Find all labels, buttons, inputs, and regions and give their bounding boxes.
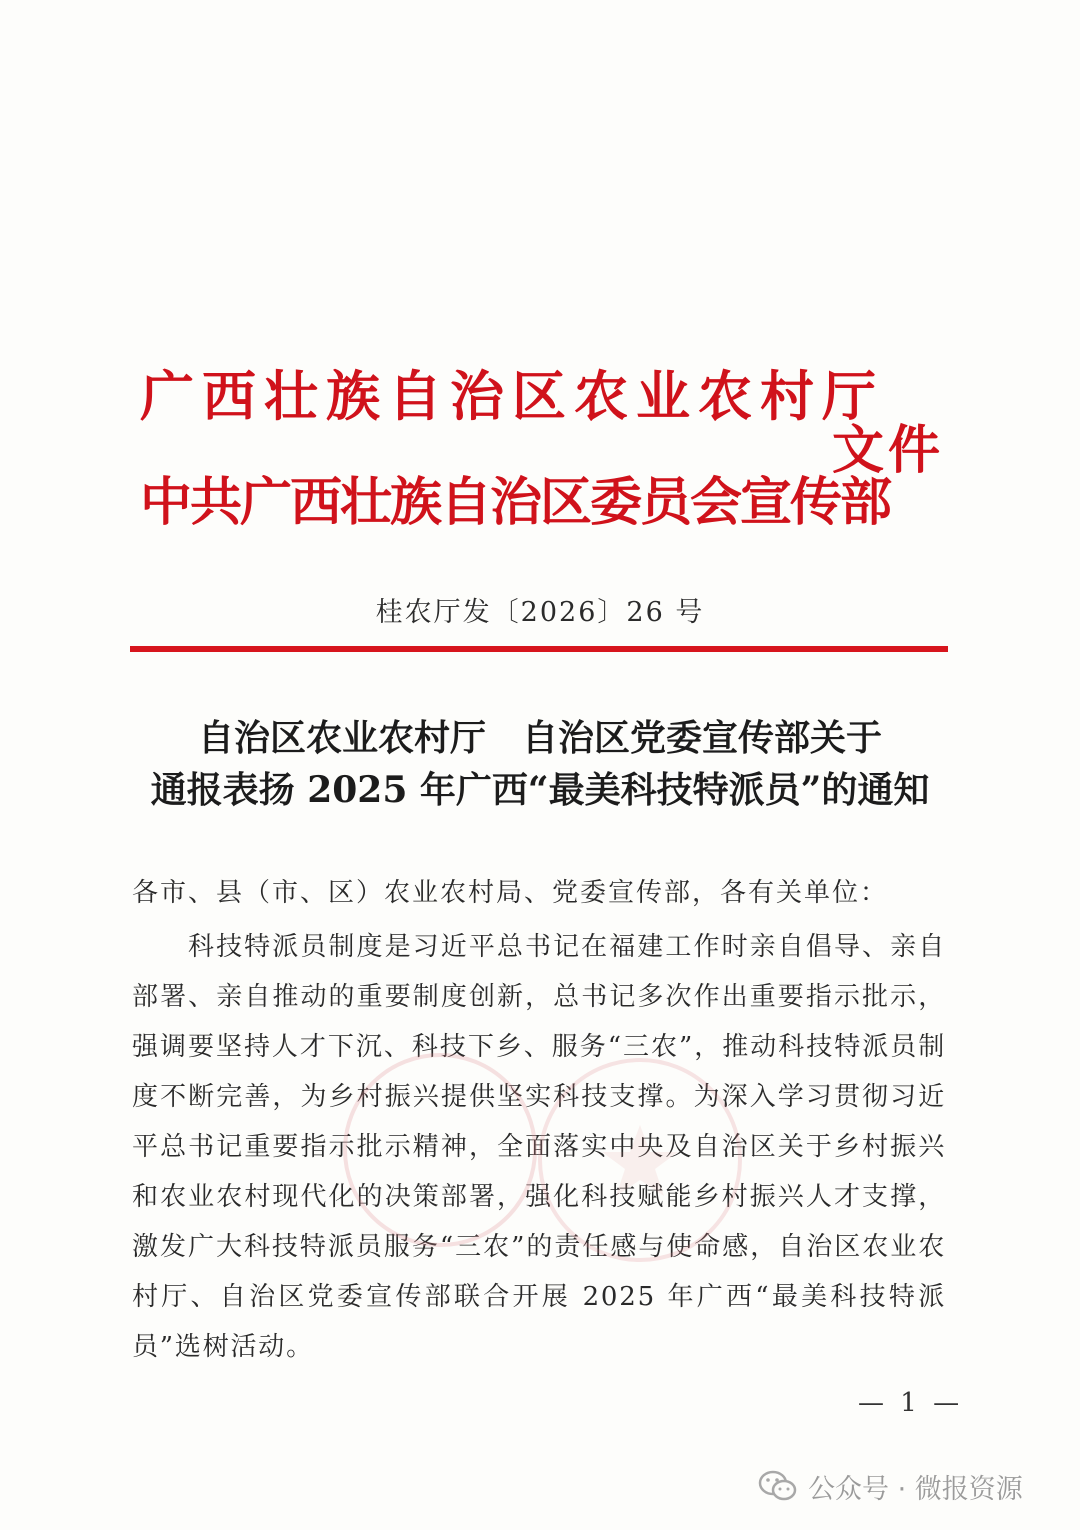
page-number: — 1 — (858, 1388, 964, 1418)
body-paragraph: 科技特派员制度是习近平总书记在福建工作时亲自倡导、亲自部署、亲自推动的重要制度创新，总书记多次作出重要指示批示，强调要坚持人才下沉、科技下乡、服务“三农”，推动科技特派员制度不断完善，为乡村振兴提供坚实科技支撑。为深入学习贯彻习近平总书记重要指示批示精神，全面落实中央及自治区关于乡村振兴和农业农村现代化的决策部署，强化科技赋能乡村振兴人才支撑，激发广大科技特派员服务“三农”的责任感与使命感，自治区农业农村厅、自治区党委宣传部联合开展 2025 年广西“最美科技特派员”选树活动。 (132, 932, 946, 1362)
wechat-icon (758, 1469, 798, 1503)
title-line-2: 通报表扬 2025 年广西“最美科技特派员”的通知 (150, 769, 930, 811)
document-title (0, 712, 1080, 816)
issuer-name-agriculture: 广西壮族自治区农业农村厅 (140, 364, 884, 428)
red-divider (130, 646, 948, 652)
salutation: 各市、县（市、区）农业农村局、党委宣传部，各有关单位： (132, 878, 889, 908)
watermark (758, 1464, 1023, 1508)
issuer-suffix: 文件 (832, 420, 945, 481)
title-line-1: 自治区农业农村厅 自治区党委宣传部关于 (197, 717, 882, 759)
issuer-header (140, 348, 1040, 533)
document-number: 桂农厅发〔2026〕26 号 (375, 597, 705, 628)
issuer-name-propaganda: 中共广西壮族自治区委员会宣传部 (140, 472, 891, 533)
watermark-text: 公众号 · 微报资源 (808, 1473, 1023, 1505)
